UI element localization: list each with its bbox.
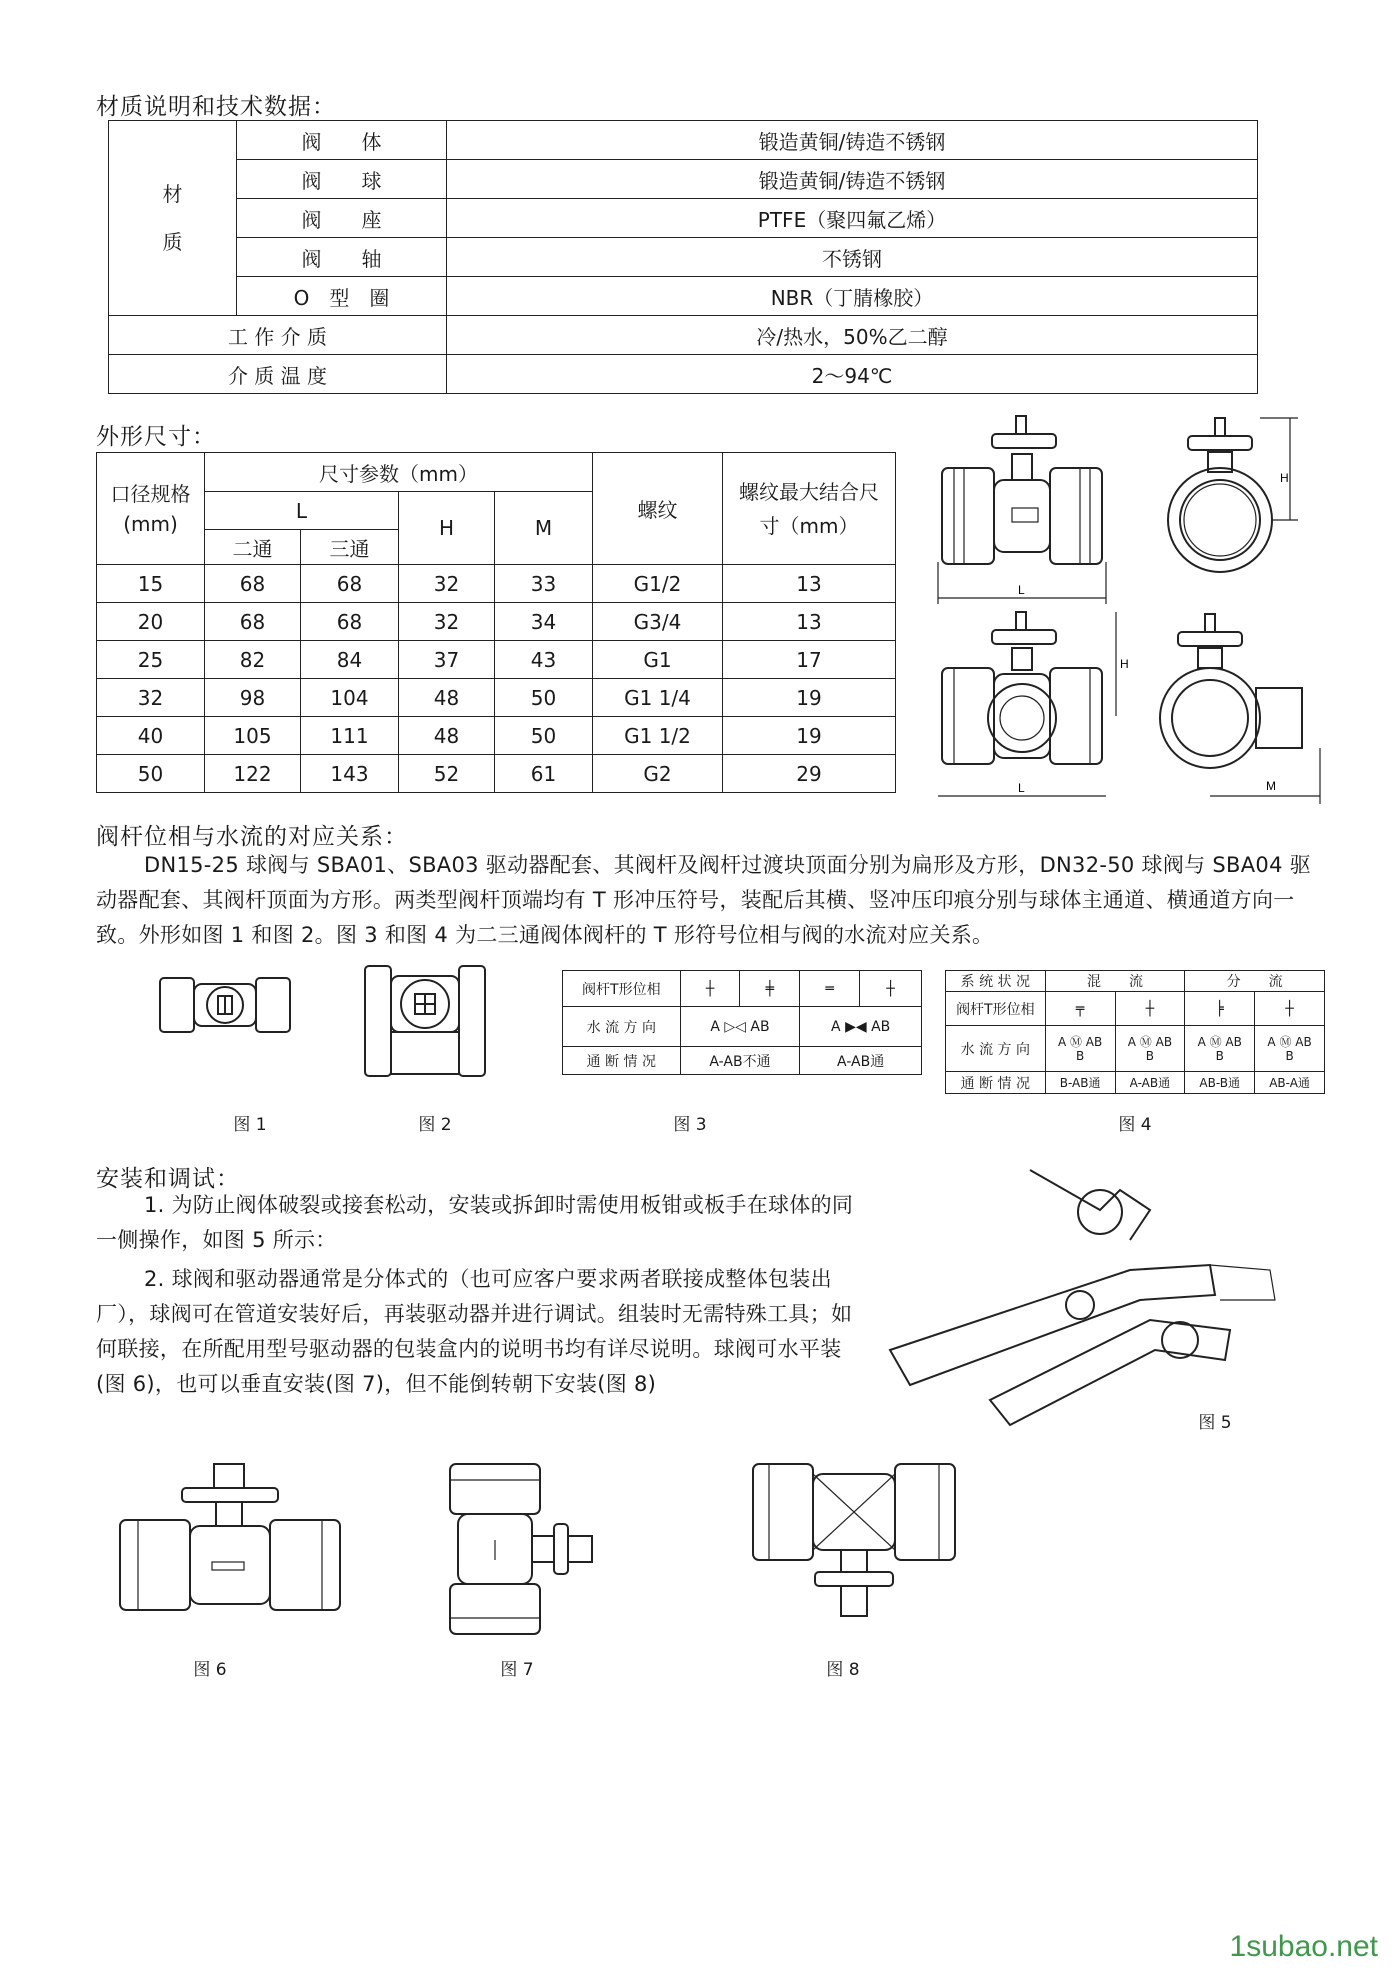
- stem-paragraph: DN15-25 球阀与 SBA01、SBA03 驱动器配套、其阀杆及阀杆过渡块顶面分别为扁形及方形，DN32-50 球阀与 SBA04 驱动器配套、其阀杆顶面为方形。两类型阀杆顶端均有 T 形冲压符号，装配后其横、竖冲压印痕分别与球体主通道、横通道方向一致。外形如图 1 和图 2。图 3 和图 4 为二三通阀体阀杆的 T 形符号位相与阀的水流对应关系。: [96, 853, 1312, 947]
- t4-mix-header: 混 流: [1045, 971, 1185, 992]
- dimension-cell-m: 43: [495, 641, 593, 679]
- dimension-cell-dn: 40: [97, 717, 205, 755]
- dimension-cell-l3: 111: [301, 717, 399, 755]
- material-label: 阀 座: [237, 199, 447, 238]
- t-phase-icon: ═: [800, 971, 860, 1007]
- dimension-cell-l2: 122: [205, 755, 301, 793]
- material-label: 阀 球: [237, 160, 447, 199]
- t3-flow-cell: A ▷◁ AB: [680, 1007, 800, 1047]
- material-value: NBR（丁腈橡胶）: [447, 277, 1258, 316]
- t4-flow-cell: A Ⓜ AB B: [1185, 1026, 1255, 1072]
- col-L: L: [205, 492, 399, 530]
- t4-flow-cell: A Ⓜ AB B: [1045, 1026, 1115, 1072]
- figure-5-drawing: [880, 1150, 1310, 1430]
- figure-3-caption: 图 3: [673, 1115, 707, 1135]
- t4-flow-cell: A Ⓜ AB B: [1255, 1026, 1325, 1072]
- medium-value: 冷/热水，50%乙二醇: [447, 316, 1258, 355]
- dim-label-M: M: [1266, 779, 1276, 793]
- temperature-value: 2～94℃: [447, 355, 1258, 394]
- t4-row-label-phase: 阀杆T形位相: [946, 992, 1046, 1026]
- col-thread: 螺纹: [593, 453, 723, 565]
- dimension-cell-max: 19: [723, 717, 896, 755]
- material-label: 阀 轴: [237, 238, 447, 277]
- t-phase-icon: ┼: [860, 971, 922, 1007]
- material-value: 锻造黄铜/铸造不锈钢: [447, 121, 1258, 160]
- dimension-cell-thread: G2: [593, 755, 723, 793]
- dimension-cell-l3: 143: [301, 755, 399, 793]
- t3-row-label-flow: 水 流 方 向: [563, 1007, 681, 1047]
- two-way-front-drawing: [938, 416, 1106, 604]
- dimension-cell-m: 50: [495, 679, 593, 717]
- dimension-cell-dn: 25: [97, 641, 205, 679]
- dimension-cell-thread: G1/2: [593, 565, 723, 603]
- t-phase-icon: ╤: [1045, 992, 1115, 1026]
- t4-state: A-AB通: [1115, 1072, 1185, 1094]
- dimension-cell-max: 13: [723, 565, 896, 603]
- col-M: M: [495, 492, 593, 565]
- three-way-side-drawing: [1160, 614, 1320, 804]
- dim-label-H: H: [1280, 471, 1289, 485]
- figure-4-caption: 图 4: [1118, 1115, 1152, 1135]
- dimension-cell-thread: G1 1/4: [593, 679, 723, 717]
- t4-flow-cell: A Ⓜ AB B: [1115, 1026, 1185, 1072]
- figure-8-caption: 图 8: [826, 1660, 860, 1680]
- dimension-cell-thread: G3/4: [593, 603, 723, 641]
- dimension-row: [97, 603, 896, 641]
- material-label: O 型 圈: [237, 277, 447, 316]
- dimension-cell-h: 48: [399, 717, 495, 755]
- dimension-cell-max: 29: [723, 755, 896, 793]
- t-phase-icon: ┼: [1255, 992, 1325, 1026]
- figure-7-drawing: [440, 1460, 600, 1640]
- port-ab: AB: [750, 1018, 770, 1035]
- site-watermark: 1subao.net: [1229, 1930, 1378, 1963]
- col-H: H: [399, 492, 495, 565]
- t3-state-open: A-AB通: [800, 1047, 922, 1075]
- dim-label-H2: H: [1120, 657, 1129, 671]
- dimension-cell-l2: 105: [205, 717, 301, 755]
- t-phase-icon: ╞: [1185, 992, 1255, 1026]
- dimension-cell-l2: 68: [205, 565, 301, 603]
- t4-row-label-status: 系 统 状 况: [946, 971, 1046, 992]
- dimension-row: [97, 755, 896, 793]
- t3-flow-cell: A ▶◀ AB: [800, 1007, 922, 1047]
- figure-2-drawing: [355, 958, 495, 1088]
- materials-group-label: 材 质: [109, 121, 237, 316]
- t4-state: AB-A通: [1255, 1072, 1325, 1094]
- t-phase-icon: ╪: [740, 971, 800, 1007]
- temperature-label: 介 质 温 度: [109, 355, 447, 394]
- materials-heading: 材质说明和技术数据：: [96, 94, 336, 120]
- figure-7-caption: 图 7: [500, 1660, 534, 1680]
- t3-row-label-state: 通 断 情 况: [563, 1047, 681, 1075]
- dimension-cell-m: 61: [495, 755, 593, 793]
- material-value: 不锈钢: [447, 238, 1258, 277]
- t4-state: AB-B通: [1185, 1072, 1255, 1094]
- materials-table: [108, 120, 1258, 394]
- dimension-cell-m: 34: [495, 603, 593, 641]
- medium-label: 工 作 介 质: [109, 316, 447, 355]
- t4-row-label-flow: 水 流 方 向: [946, 1026, 1046, 1072]
- dimension-cell-dn: 50: [97, 755, 205, 793]
- col-spec: 口径规格(mm): [97, 453, 205, 565]
- figure-8-drawing: [745, 1460, 975, 1650]
- three-way-front-drawing: [938, 612, 1129, 796]
- dimension-cell-thread: G1: [593, 641, 723, 679]
- dimension-cell-m: 33: [495, 565, 593, 603]
- dim-label-L: L: [1018, 583, 1025, 597]
- col-three-way: 三通: [301, 530, 399, 565]
- dimension-cell-h: 32: [399, 565, 495, 603]
- port-a: A: [831, 1018, 841, 1035]
- col-max-thread: 螺纹最大结合尺寸（mm）: [723, 453, 896, 565]
- dimension-cell-l2: 82: [205, 641, 301, 679]
- dimension-cell-m: 50: [495, 717, 593, 755]
- figure-6-drawing: [110, 1460, 360, 1620]
- figure-3-table: [562, 970, 922, 1075]
- figure-6-caption: 图 6: [193, 1660, 227, 1680]
- material-label: 阀 体: [237, 121, 447, 160]
- dimension-drawings: [920, 412, 1340, 812]
- t-phase-icon: ┼: [1115, 992, 1185, 1026]
- dimension-cell-l3: 84: [301, 641, 399, 679]
- figure-5-caption: 图 5: [1198, 1413, 1232, 1433]
- dimension-cell-max: 17: [723, 641, 896, 679]
- dimension-cell-thread: G1 1/2: [593, 717, 723, 755]
- dimension-row: [97, 565, 896, 603]
- t4-state: B-AB通: [1045, 1072, 1115, 1094]
- dimension-cell-l2: 98: [205, 679, 301, 717]
- two-way-side-drawing: [1168, 418, 1298, 572]
- dimension-cell-dn: 15: [97, 565, 205, 603]
- dimension-cell-h: 52: [399, 755, 495, 793]
- dimension-cell-h: 37: [399, 641, 495, 679]
- install-paragraph-1: 1. 为防止阀体破裂或接套松动，安装或拆卸时需使用板钳或板手在球体的同一侧操作，如图 5 所示：: [96, 1193, 854, 1252]
- t-phase-icon: ┼: [680, 971, 740, 1007]
- dimension-cell-l3: 68: [301, 565, 399, 603]
- dimension-cell-max: 19: [723, 679, 896, 717]
- dimension-cell-h: 32: [399, 603, 495, 641]
- material-value: 锻造黄铜/铸造不锈钢: [447, 160, 1258, 199]
- dimension-cell-l3: 68: [301, 603, 399, 641]
- figure-1-caption: 图 1: [233, 1115, 267, 1135]
- dimension-cell-dn: 32: [97, 679, 205, 717]
- dimension-cell-l3: 104: [301, 679, 399, 717]
- material-value: PTFE（聚四氟乙烯）: [447, 199, 1258, 238]
- dimensions-heading: 外形尺寸：: [96, 424, 216, 450]
- install-paragraph-2: 2. 球阀和驱动器通常是分体式的（也可应客户要求两者联接成整体包装出厂），球阀可在管道安装好后，再装驱动器并进行调试。组装时无需特殊工具；如何联接，在所配用型号驱动器的包装盒内的说明书均有详尽说明。球阀可水平装(图 6)，也可以垂直安装(图 7)，但不能倒转朝下安装(图 8): [96, 1267, 853, 1396]
- t3-row-label-phase: 阀杆T形位相: [563, 971, 681, 1007]
- install-heading: 安装和调试：: [96, 1166, 240, 1192]
- dimension-cell-max: 13: [723, 603, 896, 641]
- dimension-cell-h: 48: [399, 679, 495, 717]
- dimensions-table: [96, 452, 896, 793]
- t4-split-header: 分 流: [1185, 971, 1325, 992]
- figure-4-table: [945, 970, 1325, 1094]
- dimension-cell-l2: 68: [205, 603, 301, 641]
- dimension-cell-dn: 20: [97, 603, 205, 641]
- figure-1-drawing: [150, 958, 300, 1048]
- dimension-row: [97, 717, 896, 755]
- dimension-row: [97, 679, 896, 717]
- stem-heading: 阀杆位相与水流的对应关系：: [96, 824, 408, 850]
- col-two-way: 二通: [205, 530, 301, 565]
- port-ab: AB: [871, 1018, 891, 1035]
- figure-2-caption: 图 2: [418, 1115, 452, 1135]
- port-a: A: [710, 1018, 720, 1035]
- dim-label-L2: L: [1018, 781, 1025, 795]
- t3-state-closed: A-AB不通: [680, 1047, 800, 1075]
- t4-row-label-state: 通 断 情 况: [946, 1072, 1046, 1094]
- col-size-params: 尺寸参数（mm）: [205, 453, 593, 492]
- dimension-row: [97, 641, 896, 679]
